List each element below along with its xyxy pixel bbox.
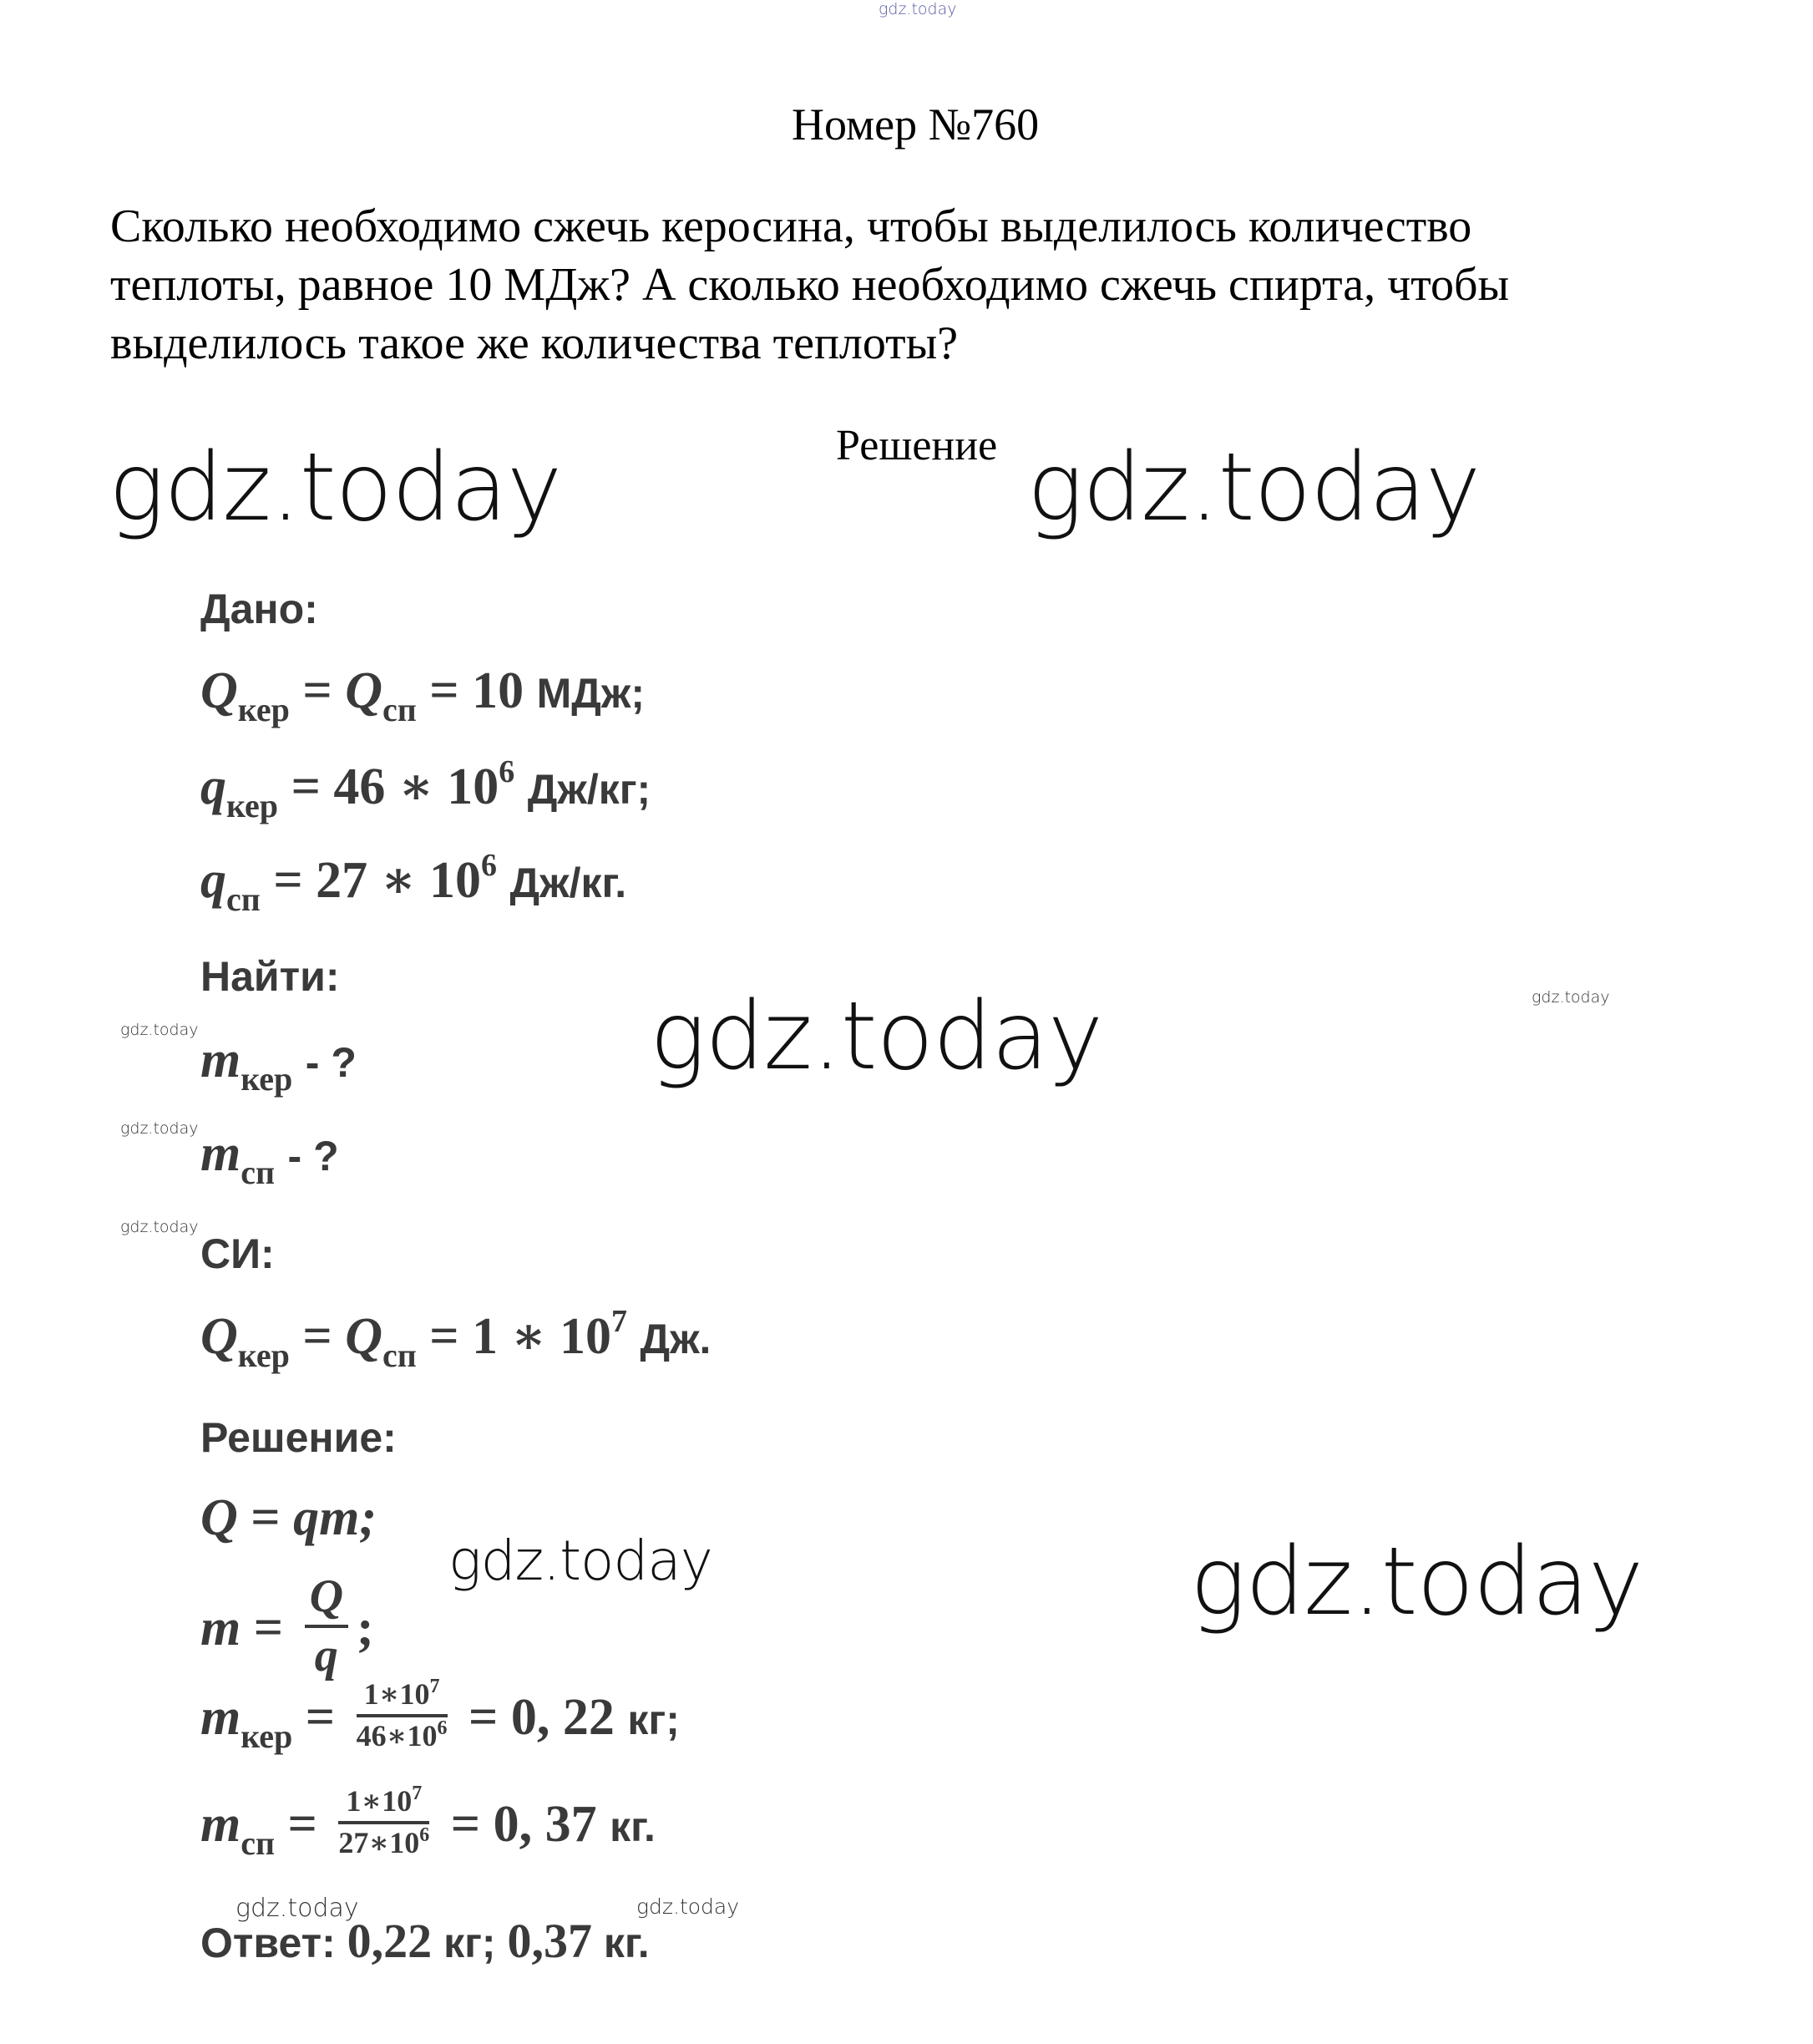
result-m-spirit: $m_{сп}$ = $\frac{1∗10^7}{27∗10^6}$ = 0, 37 кг. [200, 1783, 656, 1863]
watermark-small: gdz.today [235, 1894, 359, 1923]
watermark-small: gdz.today [1532, 988, 1610, 1007]
problem-line: теплоты, равное 10 МДж? А сколько необходимо сжечь спирта, чтобы [110, 259, 1510, 311]
si-Q-line: $Q_{кер} = Q_{сп} = 1$ ∗ $10^7$ Дж. [200, 1304, 712, 1374]
watermark-large: gdz.today [650, 982, 1103, 1091]
result-m-kerosene: $m_{кер}$ = $\frac{1∗10^7}{46∗10^6}$ = 0, 22 кг; [200, 1676, 680, 1756]
given-q-kerosene-line: $q_{кер} = 46$ ∗ $10^6$ Дж/кг; [200, 754, 651, 824]
watermark-large: gdz.today [109, 434, 562, 542]
watermark-top: gdz.today [879, 0, 957, 18]
page-title: Номер №760 [792, 99, 1040, 150]
fraction: $\frac{Q}{q}$ [305, 1572, 348, 1681]
watermark-medium: gdz.today [448, 1529, 712, 1593]
find-label: Найти: [200, 953, 340, 1000]
fraction: $\frac{1∗10^7}{27∗10^6}$ [338, 1783, 430, 1859]
solution-heading: Решение [836, 422, 998, 469]
given-q-spirit-line: $q_{сп} = 27$ ∗ $10^6$ Дж/кг. [200, 848, 627, 918]
fraction: $\frac{1∗10^7}{46∗10^6}$ [356, 1676, 448, 1752]
find-m-spirit: $m_{сп}$ - ? [200, 1125, 339, 1191]
watermark-small: gdz.today [636, 1894, 740, 1919]
problem-line: выделилось такое же количества теплоты? [110, 317, 959, 369]
si-label: СИ: [200, 1230, 275, 1277]
watermark-large: gdz.today [1190, 1528, 1643, 1636]
formula-m-Q-over-q: m = $\frac{Q}{q}$ ; [200, 1570, 374, 1681]
given-Q-line: $Q_{кер} = Q_{сп} = 10$ МДж; [200, 662, 645, 728]
watermark-small: gdz.today [120, 1218, 199, 1236]
answer-line: Ответ: 0,22 кг; 0,37 кг. [200, 1914, 650, 1968]
answer-label: Ответ: [200, 1920, 336, 1966]
given-label: Дано: [200, 586, 318, 632]
problem-line: Сколько необходимо сжечь керосина, чтобы выделилось количество [110, 200, 1472, 252]
watermark-small: gdz.today [120, 1021, 199, 1039]
watermark-large: gdz.today [1027, 434, 1481, 542]
find-m-kerosene: $m_{кер}$ - ? [200, 1032, 357, 1098]
watermark-small: gdz.today [120, 1119, 199, 1138]
formula-Q-qm: Q = qm; [200, 1489, 377, 1546]
problem-statement [110, 197, 1714, 373]
solve-label: Решение: [200, 1414, 397, 1461]
